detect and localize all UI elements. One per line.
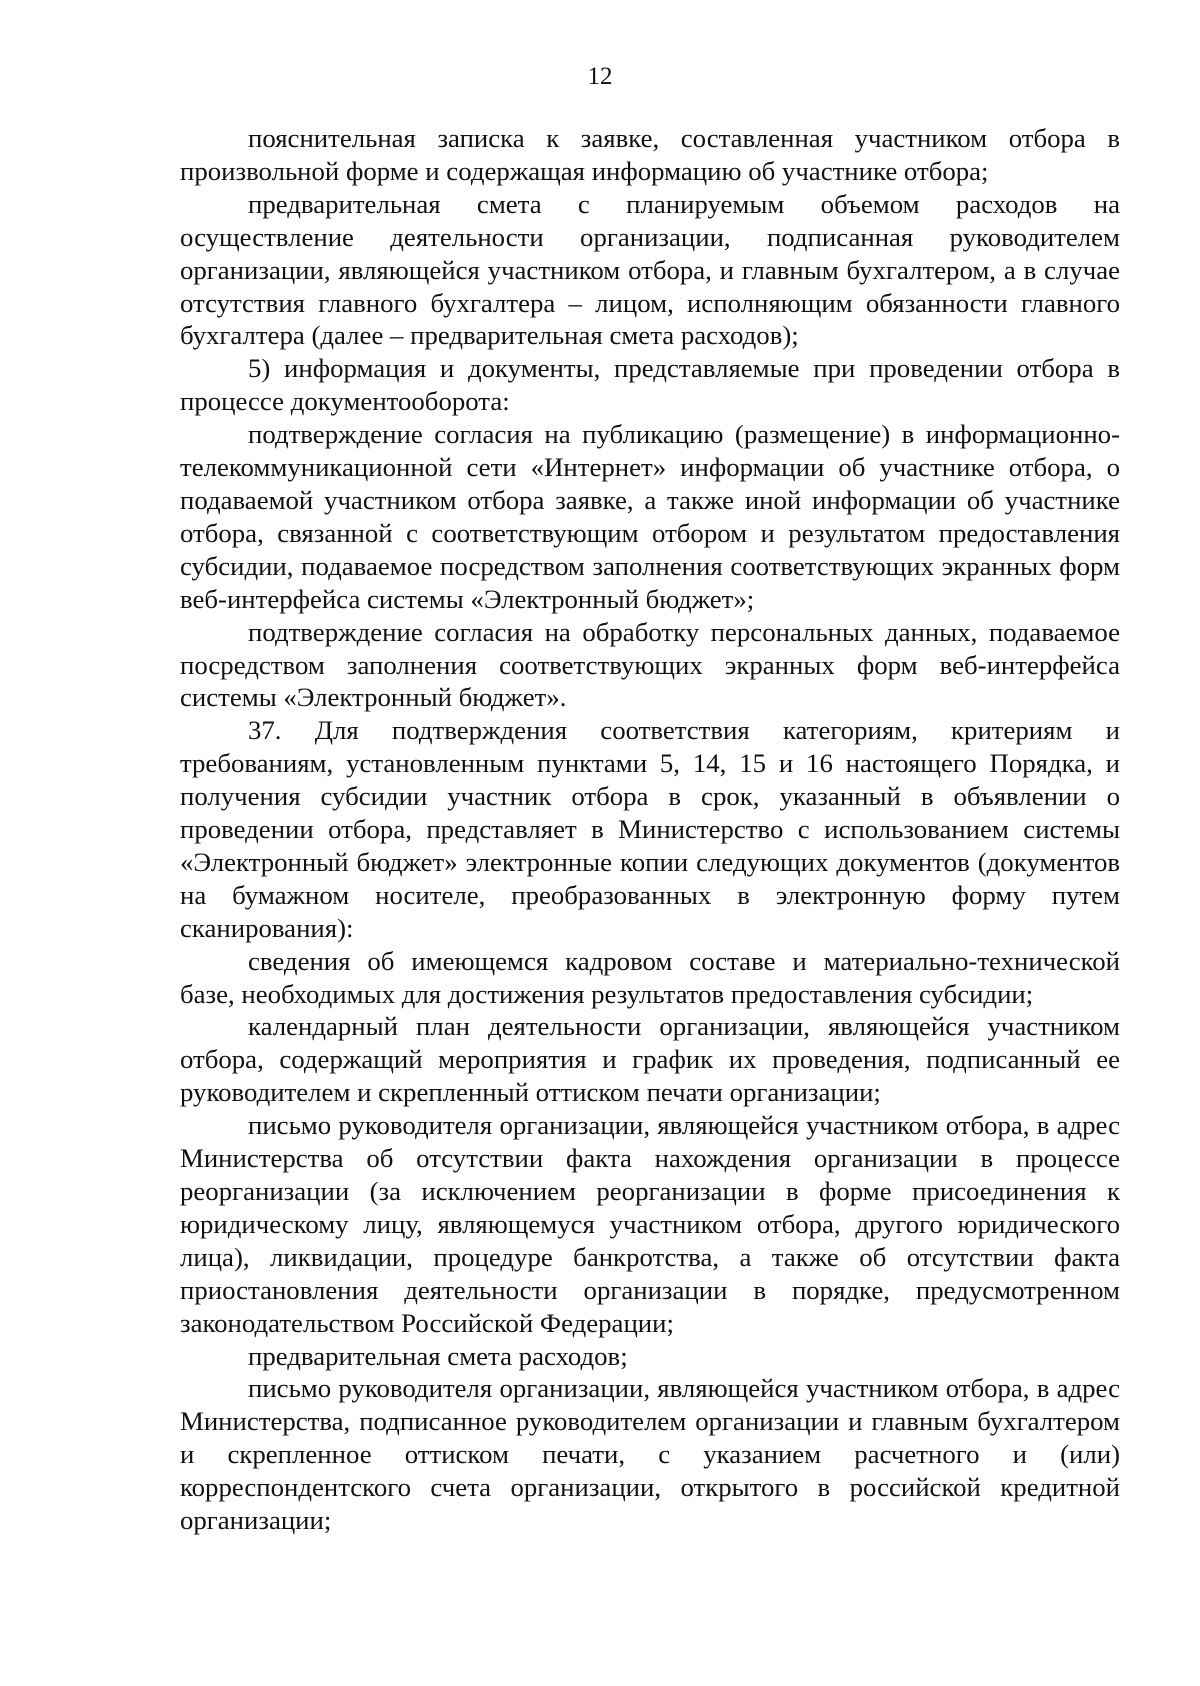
page-number: 12 [587,63,613,90]
paragraph-item-37: 37. Для подтверждения соответствия категориям, критериям и требованиям, установленным пунктами 5, 14, 15 и 16 настоящего Порядка, и получения субсидии участник отбора в срок, указанный в объявлении о проведении отбора, представляет в Министерство с использованием системы «Электронный бюджет» электронные копии следующих документов (документов на бумажном носителе, преобразованных в электронную форму путем сканирования): [180,715,1120,943]
paragraph-reorganization-letter: письмо руководителя организации, являющейся участником отбора, в адрес Министерства об отсутствии факта нахождения организации в процессе реорганизации (за исключением реорганизации в форме присоединения к юридическому лицу, являющемуся участником отбора, другого юридического лица), ликвидации, процедуре банкротства, а также об отсутствии факта приостановления деятельности организации в порядке, предусмотренном законодательством Российской Федерации; [180,1110,1120,1338]
paragraph-personal-data-consent: подтверждение согласия на обработку персональных данных, подаваемое посредством заполнения соответствующих экранных форм веб-интерфейса системы «Электронный бюджет». [180,616,1120,713]
paragraph-bank-account-letter: письмо руководителя организации, являющейся участником отбора, в адрес Министерства, подписанное руководителем организации и главным бухгалтером и скрепленное оттиском печати, с указанием расчетного и (или) корреспондентского счета организации, открытого в российской кредитной организации; [180,1373,1120,1536]
document-body [180,122,1120,1537]
paragraph-calendar-plan: календарный план деятельности организации, являющейся участником отбора, содержащий мероприятия и график их проведения, подписанный ее руководителем и скрепленный оттиском печати организации; [180,1011,1120,1108]
paragraph-publication-consent: подтверждение согласия на публикацию (размещение) в информационно-телекоммуникационной сети «Интернет» информации об участнике отбора, о подаваемой участником отбора заявке, а также иной информации об участнике отбора, связанной с соответствующим отбором и результатом предоставления субсидии, подаваемое посредством заполнения соответствующих экранных форм веб-интерфейса системы «Электронный бюджет»; [180,419,1120,614]
paragraph-item-5: 5) информация и документы, представляемые при проведении отбора в процессе документооборота: [180,353,1120,417]
paragraph-explanatory-note: пояснительная записка к заявке, составленная участником отбора в произвольной форме и содержащая информацию об участнике отбора; [180,123,1120,186]
paragraph-estimate-reference: предварительная смета расходов; [248,1340,628,1371]
paragraph-preliminary-estimate: предварительная смета с планируемым объемом расходов на осуществление деятельности организации, подписанная руководителем организации, являющейся участником отбора, и главным бухгалтером, а в случае отсутствия главного бухгалтера – лицом, исполняющим обязанности главного бухгалтера (далее – предварительная смета расходов); [180,188,1120,351]
paragraph-staff-information: сведения об имеющемся кадровом составе и материально-технической базе, необходимых для достижения результатов предоставления субсидии; [180,945,1120,1009]
